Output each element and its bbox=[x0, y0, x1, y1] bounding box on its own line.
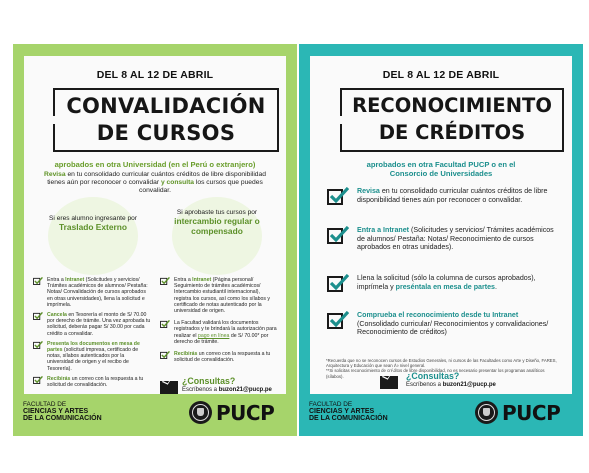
check-box-icon bbox=[33, 376, 43, 384]
step-text: de S/ 70.00* por derecho de trámite. bbox=[174, 332, 269, 345]
step-text: un correo con la respuesta a tu solicitud de convalidación. bbox=[174, 351, 271, 364]
check-box-icon bbox=[160, 351, 170, 359]
check-box-icon bbox=[327, 274, 349, 292]
check-box-icon bbox=[160, 277, 170, 285]
check-box-icon bbox=[327, 226, 349, 244]
title-line-1: CONVALIDACIÓN bbox=[66, 94, 266, 118]
step-text: (Solicitudes y servicios/ Trámites académicos de alumnos/ Pestaña: Notas/ Reconocimiento de cursos aprobados en otras unidades). bbox=[357, 226, 554, 252]
step-bold: Cancela bbox=[47, 312, 67, 319]
step-item bbox=[327, 187, 559, 204]
date-banner: DEL 8 AL 12 DE ABRIL bbox=[382, 69, 500, 81]
step-item bbox=[33, 341, 151, 372]
contact-line bbox=[406, 382, 496, 388]
footnote-1: *Recuerda que no se reconocen cursos de Estudios Generales, ni cursos de las Facultades como Arte y Diseño, FARES, Arquitectura y Educación que sean de nivel general. bbox=[326, 358, 557, 369]
contact-heading: ¿Consultas? bbox=[406, 371, 460, 381]
pago-en-linea-link[interactable]: pago en línea bbox=[197, 332, 230, 339]
step-text: (Página personal/ Seguimiento de trámites académicos/ Intercambio estudiantil internacional), registra los cursos, así como los sílabos y certificado de notas autenticado por la universidad de origen. bbox=[174, 277, 271, 315]
check-box-icon bbox=[327, 311, 349, 329]
bubble-highlight: Traslado Externo bbox=[59, 222, 127, 232]
faculty-line-1: FACULTAD DE bbox=[309, 401, 353, 408]
step-text: en Tesorería el monto de S/ 70.00 por derecho de trámite. Una vez aprobada tu solicitud, deberás pagar S/ 30.00 por cada crédito a convalidar. bbox=[47, 312, 151, 337]
step-bold: Recibirás bbox=[47, 375, 71, 382]
faculty-line-2: CIENCIAS Y ARTES bbox=[23, 407, 89, 415]
contact-email-link[interactable]: buzon21@pucp.pe bbox=[218, 387, 272, 393]
step-bold: Entra a Intranet bbox=[357, 226, 410, 234]
poster-content bbox=[24, 56, 286, 394]
step-text: Entra a bbox=[47, 277, 66, 283]
envelope-icon bbox=[380, 376, 398, 389]
date-banner: DEL 8 AL 12 DE ABRIL bbox=[96, 69, 214, 81]
step-bold: Recibirás bbox=[174, 351, 198, 358]
convalidacion-poster bbox=[13, 44, 297, 436]
contact-heading: ¿Consultas? bbox=[182, 376, 236, 386]
faculty-line-2: CIENCIAS Y ARTES bbox=[309, 407, 375, 415]
faculty-name bbox=[23, 402, 102, 422]
step-text: Llena la solicitud (sólo la columna de cursos aprobados), imprímela y bbox=[357, 274, 536, 291]
step-item bbox=[327, 226, 559, 252]
title-frame bbox=[340, 88, 564, 152]
step-bold: Intranet bbox=[192, 277, 212, 283]
intro-bold-revisa: Revisa bbox=[44, 171, 66, 178]
check-box-icon bbox=[33, 312, 43, 320]
faculty-line-3: DE LA COMUNICACIÓN bbox=[309, 414, 388, 422]
poster-footer bbox=[13, 394, 297, 436]
poster-footer bbox=[299, 394, 583, 436]
step-item bbox=[327, 274, 559, 291]
faculty-name bbox=[309, 402, 388, 422]
step-text: La Facultad validará los documentos registrados y te brindará la autorización para realizar el bbox=[174, 320, 277, 339]
step-item bbox=[33, 376, 151, 388]
bubble-intro-text: Si aprobaste tus cursos por bbox=[176, 209, 258, 216]
bubble-intro-text: Si eres alumno ingresante por bbox=[49, 215, 137, 222]
intercambio-bubble bbox=[172, 197, 262, 275]
faculty-line-1: FACULTAD DE bbox=[23, 401, 67, 408]
university-seal-icon bbox=[189, 401, 212, 424]
envelope-icon bbox=[160, 381, 178, 394]
traslado-steps bbox=[33, 277, 151, 392]
traslado-externo-bubble bbox=[48, 197, 138, 275]
check-box-icon bbox=[33, 277, 43, 285]
step-text: (solicitud impresa, certificado de notas, sílabos autenticados por la universidad de origen y el recibo de Tesorería). bbox=[47, 347, 139, 372]
contact-email-link[interactable]: buzon21@pucp.pe bbox=[442, 382, 496, 388]
step-text: en tu consolidado curricular cuántos créditos de libre disponibilidad tienes aún por reconocer o convalidar. bbox=[357, 187, 548, 204]
contact-prefix: Escríbenos a bbox=[406, 382, 443, 388]
step-item bbox=[33, 312, 151, 337]
check-box-icon bbox=[33, 341, 43, 349]
subheading-line-2: Consorcio de Universidades bbox=[389, 169, 493, 178]
step-bold: Revisa bbox=[357, 187, 380, 195]
step-text: Entra a bbox=[174, 277, 193, 283]
title-line-2: DE CRÉDITOS bbox=[378, 121, 526, 144]
step-item bbox=[33, 277, 151, 308]
step-text: (Solicitudes y servicios/ Trámites académicos de alumnos/ Pestaña: Notas/ Convalidación de cursos aprobados en otras universidades), llena la solicitud e imprímela. bbox=[47, 277, 148, 308]
step-text: . bbox=[495, 282, 497, 291]
intercambio-steps bbox=[160, 277, 278, 393]
intro-text-1: en tu consolidado curricular cuántos créditos de libre disponibilidad tienes aún por reconocer o convalidar bbox=[47, 171, 266, 187]
faculty-line-3: DE LA COMUNICACIÓN bbox=[23, 414, 102, 422]
step-text: un correo con la respuesta a tu solicitud de convalidación. bbox=[47, 375, 144, 389]
step-bold: preséntala en mesa de partes bbox=[395, 282, 496, 291]
contact-prefix: Escríbenos a bbox=[182, 387, 219, 393]
title-line-2: DE CURSOS bbox=[96, 121, 236, 145]
footnote-2: **Si solicitas reconocimiento de créditos de libre disponibilidad, no es necesario presentar los programas analíticos (sílabos). bbox=[326, 368, 545, 379]
step-item bbox=[160, 351, 278, 363]
pucp-logo: PUCP bbox=[216, 401, 275, 425]
step-item bbox=[160, 277, 278, 314]
title-line-1: RECONOCIMIENTO bbox=[352, 94, 552, 117]
intro-text bbox=[38, 171, 272, 196]
contact-line bbox=[182, 387, 272, 393]
poster-content bbox=[310, 56, 572, 394]
check-box-icon bbox=[160, 320, 170, 328]
pucp-logo: PUCP bbox=[502, 401, 561, 425]
step-item bbox=[327, 311, 559, 337]
step-text: (Consolidado curricular/ Reconocimientos y convalidaciones/ Reconocimiento de créditos) bbox=[357, 319, 549, 337]
step-bold: Intranet bbox=[65, 277, 85, 283]
bubble-highlight: intercambio regular o compensado bbox=[174, 216, 260, 236]
university-seal-icon bbox=[475, 401, 498, 424]
step-bold: Presenta los documentos en mesa de partes bbox=[47, 340, 140, 354]
intro-text-2: los cursos que puedes convalidar. bbox=[139, 179, 263, 195]
subheading-line-1: aprobados en otra Facultad PUCP o en el bbox=[366, 160, 516, 169]
reconocimiento-poster bbox=[299, 44, 583, 436]
intro-bold-consulta: y consulta bbox=[160, 179, 195, 187]
check-box-icon bbox=[327, 187, 349, 205]
subheading: aprobados en otra Universidad (en el Perú o extranjero) bbox=[54, 160, 256, 169]
step-bold: Comprueba el reconocimiento desde tu Intranet bbox=[357, 311, 519, 319]
step-item bbox=[160, 320, 278, 345]
title-frame bbox=[53, 88, 279, 152]
